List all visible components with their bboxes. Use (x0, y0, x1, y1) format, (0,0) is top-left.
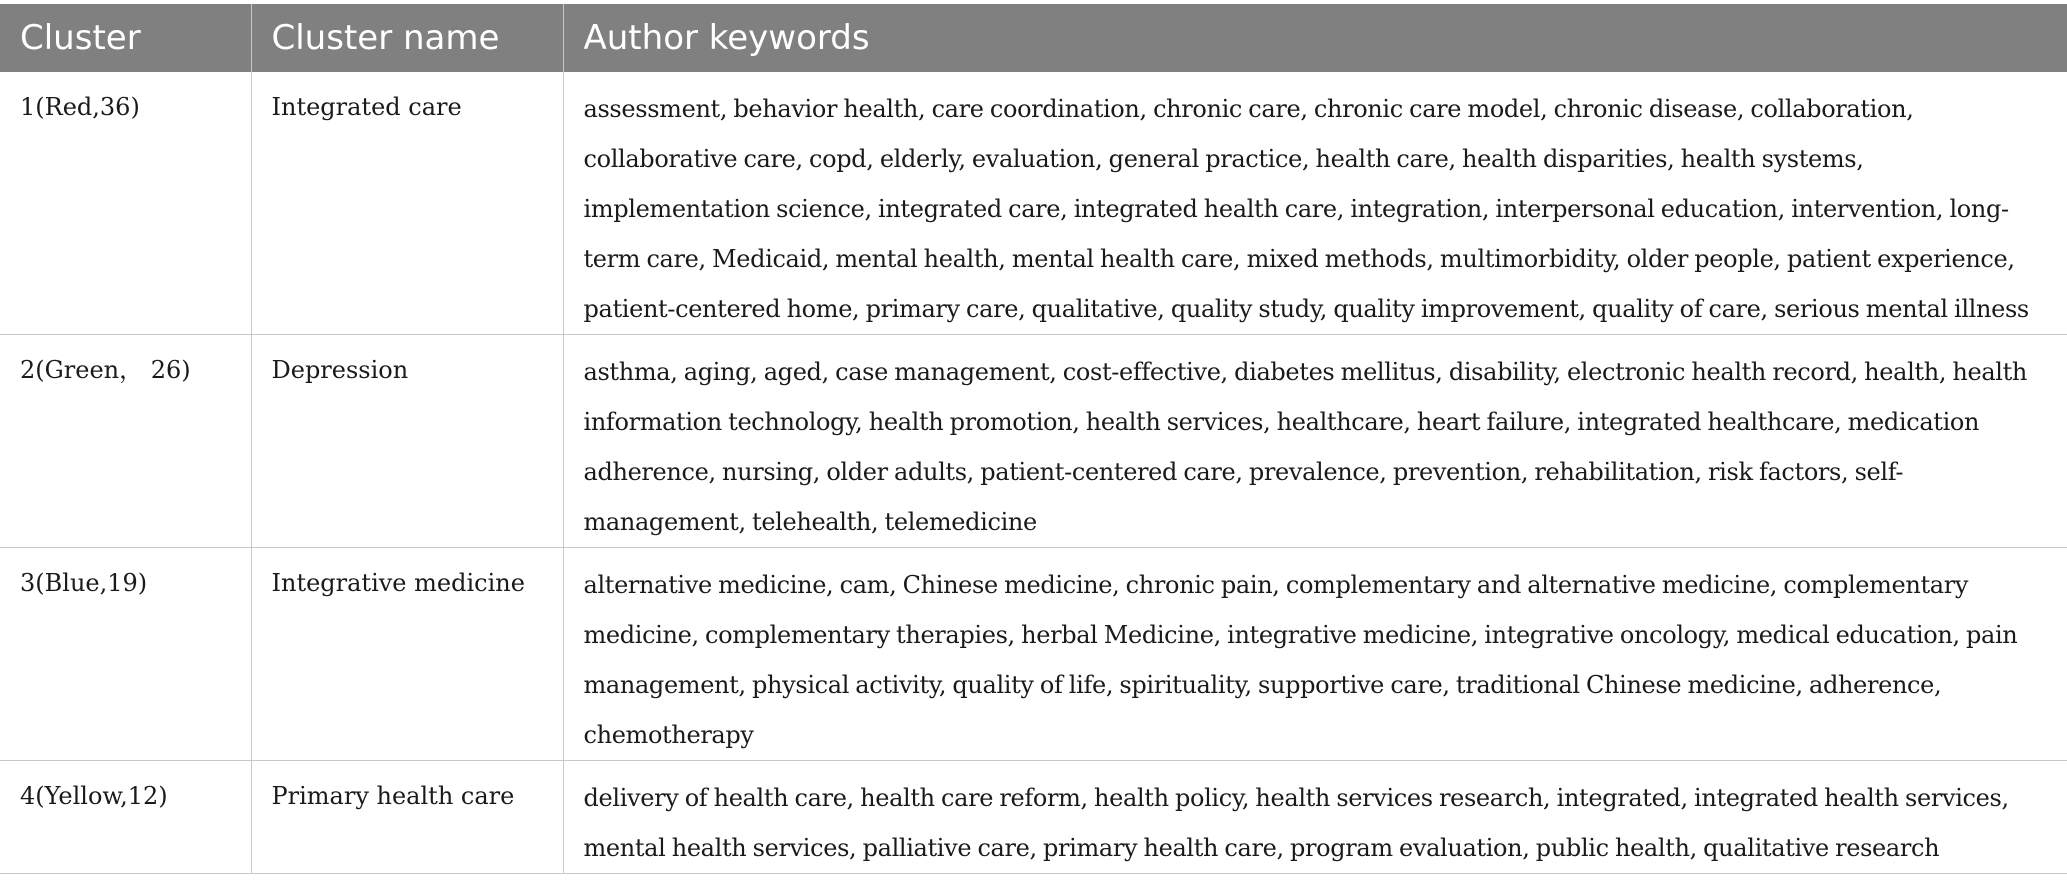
keywords-cell: asthma, aging, aged, case management, cost-effective, diabetes mellitus, disability, electronic health record, health, health information technology, health promotion, health services, healthcare, heart failure, integrated healthcare, medication adherence, nursing, older adults, patient-centered care, prevalence, prevention, rehabilitation, risk factors, self-management, telehealth, telemedicine (563, 335, 2067, 548)
table-row (0, 761, 2067, 874)
table-body (0, 72, 2067, 874)
table-row (0, 72, 2067, 335)
keywords-cell: delivery of health care, health care reform, health policy, health services research, integrated, integrated health services, mental health services, palliative care, primary health care, program evaluation, public health, qualitative research (563, 761, 2067, 874)
table-row (0, 335, 2067, 548)
cluster-name-cell: Primary health care (251, 761, 563, 874)
cluster-name-cell: Integrated care (251, 72, 563, 335)
header-author-keywords: Author keywords (563, 4, 2067, 72)
table-row (0, 548, 2067, 761)
cluster-cell: 1(Red,36) (0, 72, 251, 335)
header-cluster-name: Cluster name (251, 4, 563, 72)
table-header (0, 4, 2067, 72)
keywords-cell: assessment, behavior health, care coordination, chronic care, chronic care model, chronic disease, collaboration, collaborative care, copd, elderly, evaluation, general practice, health care, health disparities, health systems, implementation science, integrated care, integrated health care, integration, interpersonal education, intervention, long-term care, Medicaid, mental health, mental health care, mixed methods, multimorbidity, older people, patient experience, patient-centered home, primary care, qualitative, quality study, quality improvement, quality of care, serious mental illness (563, 72, 2067, 335)
keywords-cell: alternative medicine, cam, Chinese medicine, chronic pain, complementary and alternative medicine, complementary medicine, complementary therapies, herbal Medicine, integrative medicine, integrative oncology, medical education, pain management, physical activity, quality of life, spirituality, supportive care, traditional Chinese medicine, adherence, chemotherapy (563, 548, 2067, 761)
cluster-name-cell: Depression (251, 335, 563, 548)
header-cluster: Cluster (0, 4, 251, 72)
cluster-cell: 3(Blue,19) (0, 548, 251, 761)
cluster-cell: 4(Yellow,12) (0, 761, 251, 874)
header-row (0, 4, 2067, 72)
cluster-cell: 2(Green， 26) (0, 335, 251, 548)
cluster-name-cell: Integrative medicine (251, 548, 563, 761)
cluster-keywords-table (0, 4, 2067, 874)
